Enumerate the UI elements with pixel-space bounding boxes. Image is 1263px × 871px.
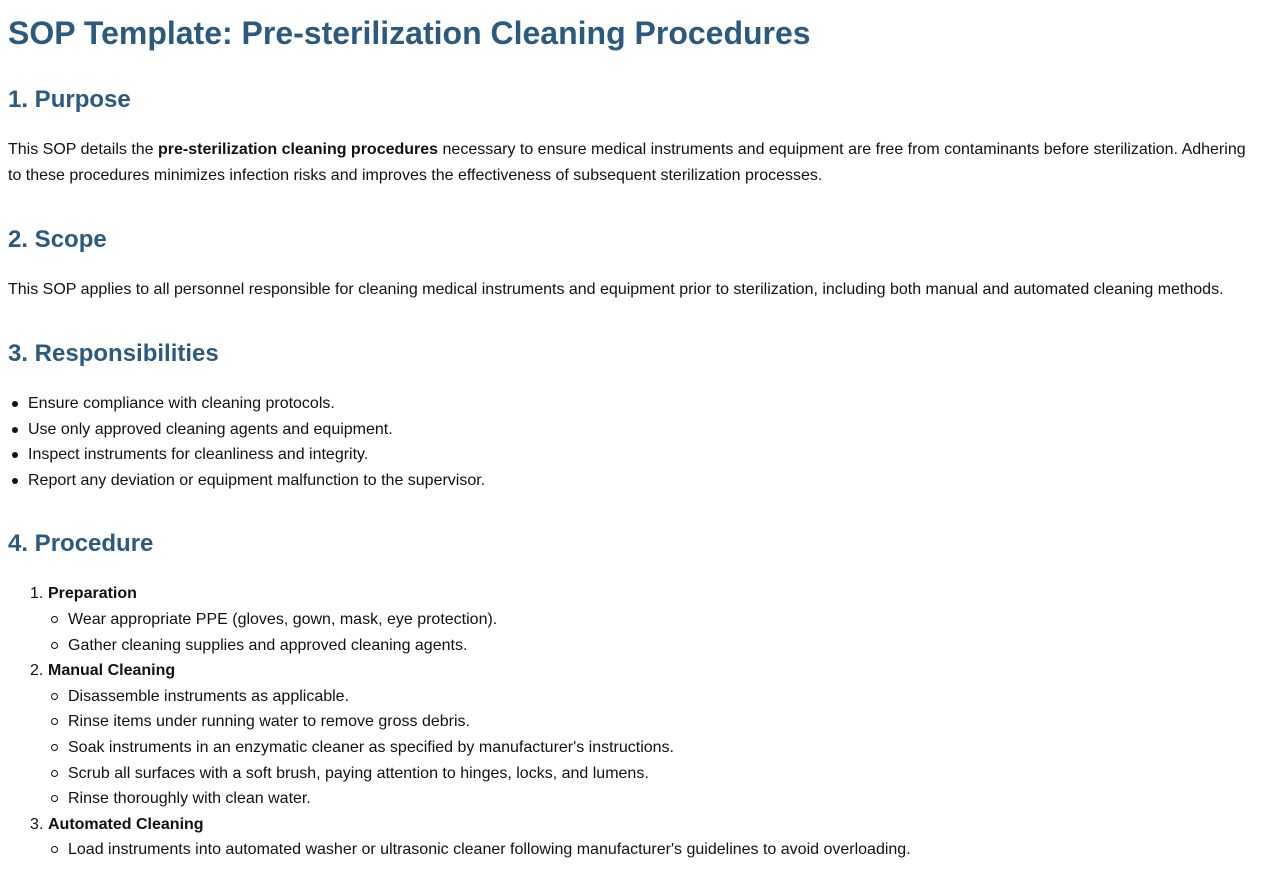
list-item (48, 633, 1255, 659)
list-item-text: Gather cleaning supplies and approved cleaning agents. (68, 636, 468, 654)
list-item-text: Report any deviation or equipment malfunction to the supervisor. (28, 471, 486, 489)
bullet-icon (12, 427, 18, 433)
circle-bullet-icon (51, 795, 58, 802)
purpose-section (8, 85, 1255, 189)
list-item (8, 417, 1255, 443)
step-substeps (48, 607, 1255, 658)
list-item-text: Rinse items under running water to remove gross debris. (68, 713, 470, 731)
list-item-text: Rinse thoroughly with clean water. (68, 790, 311, 808)
list-item (48, 735, 1255, 761)
document-page (0, 14, 1263, 863)
step-number: 3. (30, 815, 44, 833)
purpose-paragraph (8, 137, 1255, 189)
circle-bullet-icon (51, 693, 58, 700)
circle-bullet-icon (51, 616, 58, 623)
purpose-text-end: necessary to ensure medical instruments and equipment are free from contaminants before sterilization. Adhering to these procedures minimizes infection risks and improves the effectiveness of subsequent sterilization processes. (8, 141, 1246, 184)
step-title: Manual Cleaning (48, 662, 176, 680)
purpose-text-start: This SOP details the (8, 141, 158, 158)
list-item-text: Soak instruments in an enzymatic cleaner as specified by manufacturer's instructions. (68, 738, 674, 756)
procedure-step-automated-cleaning (8, 812, 1255, 863)
scope-section (8, 225, 1255, 303)
procedure-step-preparation (8, 581, 1255, 658)
list-item-text: Inspect instruments for cleanliness and integrity. (28, 446, 369, 464)
step-substeps (48, 837, 1255, 863)
list-item (8, 391, 1255, 417)
responsibilities-section (8, 339, 1255, 493)
list-item (48, 786, 1255, 812)
scope-heading: 2. Scope (8, 226, 107, 253)
page-title: SOP Template: Pre-sterilization Cleaning Procedures (8, 15, 811, 51)
list-item-text: Ensure compliance with cleaning protocols. (28, 395, 335, 412)
list-item (8, 442, 1255, 468)
procedure-section (8, 529, 1255, 863)
step-title: Automated Cleaning (48, 815, 204, 833)
circle-bullet-icon (51, 642, 58, 649)
scope-paragraph: This SOP applies to all personnel responsible for cleaning medical instruments and equipment prior to sterilization, including both manual and automated cleaning methods. (8, 281, 1224, 298)
list-item-text: Wear appropriate PPE (gloves, gown, mask, eye protection). (68, 610, 498, 628)
circle-bullet-icon (51, 744, 58, 751)
list-item (48, 709, 1255, 735)
list-item (48, 607, 1255, 633)
purpose-heading: 1. Purpose (8, 86, 131, 113)
list-item-text: Use only approved cleaning agents and equipment. (28, 420, 393, 438)
purpose-text-bold: pre-sterilization cleaning procedures (158, 141, 439, 158)
bullet-icon (12, 401, 18, 407)
procedure-step-manual-cleaning (8, 658, 1255, 812)
step-substeps (48, 684, 1255, 812)
responsibilities-heading: 3. Responsibilities (8, 340, 219, 367)
list-item (48, 837, 1255, 863)
circle-bullet-icon (51, 846, 58, 853)
circle-bullet-icon (51, 718, 58, 725)
list-item-text: Load instruments into automated washer or ultrasonic cleaner following manufacturer's guidelines to avoid overloading. (68, 841, 911, 859)
list-item (48, 684, 1255, 710)
list-item-text: Disassemble instruments as applicable. (68, 687, 350, 705)
bullet-icon (12, 478, 18, 484)
bullet-icon (12, 452, 18, 458)
list-item-text: Scrub all surfaces with a soft brush, paying attention to hinges, locks, and lumens. (68, 764, 649, 782)
step-number: 2. (30, 662, 44, 680)
step-title: Preparation (48, 585, 137, 603)
list-item (48, 761, 1255, 787)
list-item (8, 468, 1255, 494)
circle-bullet-icon (51, 770, 58, 777)
step-number: 1. (30, 585, 44, 603)
responsibilities-list (8, 391, 1255, 493)
procedure-heading: 4. Procedure (8, 530, 154, 558)
procedure-steps-list (8, 581, 1255, 863)
